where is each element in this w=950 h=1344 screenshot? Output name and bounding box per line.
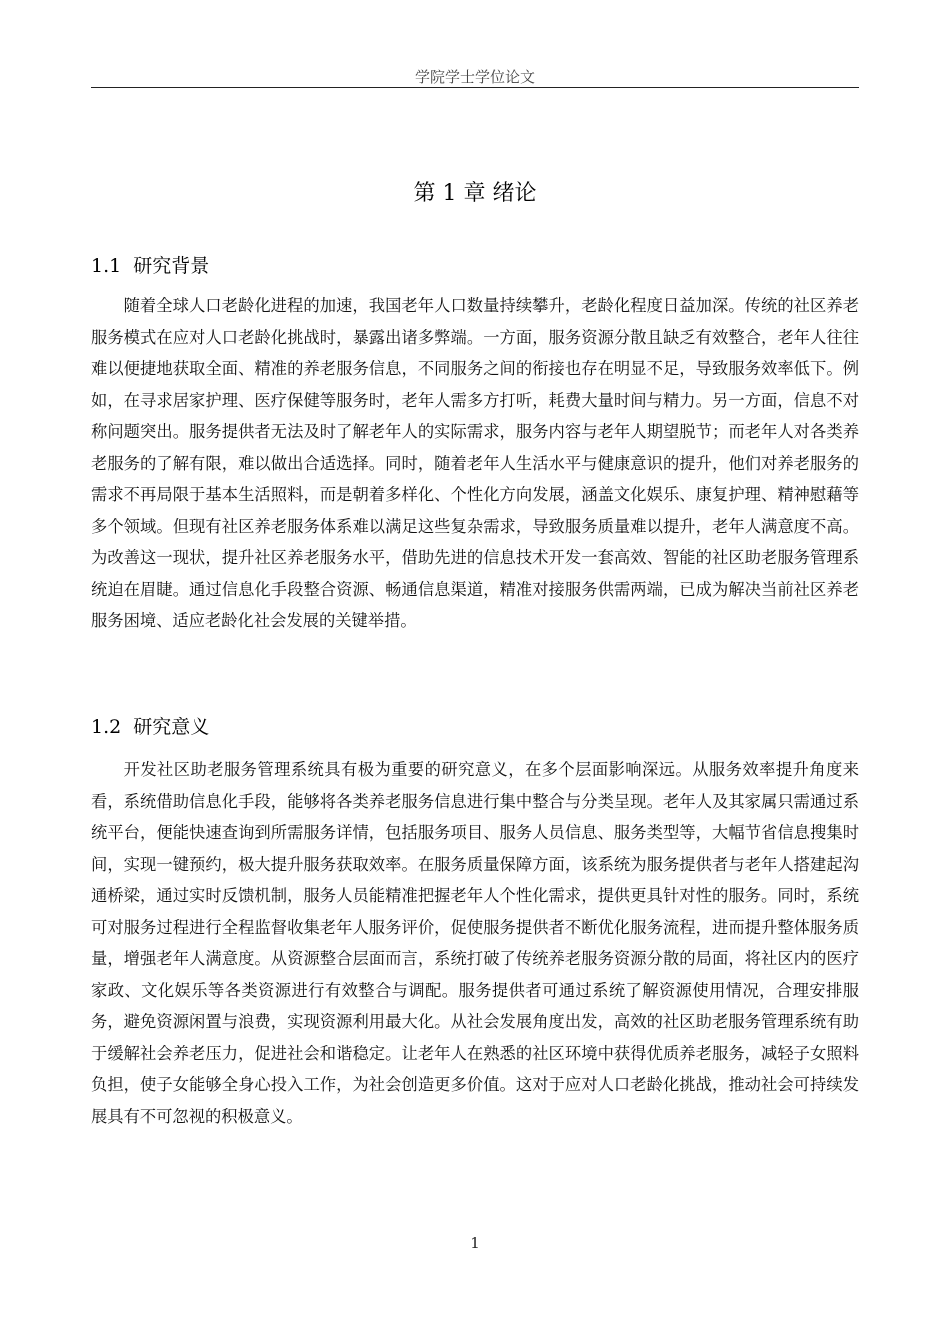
section-number: 1.2 bbox=[91, 716, 122, 738]
section-heading-background bbox=[91, 252, 859, 280]
section-title: 研究背景 bbox=[133, 255, 210, 277]
header-divider bbox=[91, 87, 859, 88]
page-number: 1 bbox=[470, 1234, 480, 1252]
section-title: 研究意义 bbox=[133, 716, 210, 738]
section-number: 1.1 bbox=[91, 255, 122, 277]
running-header: 学院学士学位论文 bbox=[414, 68, 535, 86]
chapter-title: 第 1 章 绪论 bbox=[413, 181, 537, 206]
section-heading-significance bbox=[91, 713, 859, 741]
paragraph-significance: 开发社区助老服务管理系统具有极为重要的研究意义，在多个层面影响深远。从服务效率提升角度来看，系统借助信息化手段，能够将各类养老服务信息进行集中整合与分类呈现。老年人及其家属只需通过系统平台，便能快速查询到所需服务详情，包括服务项目、服务人员信息、服务类型等，大幅节省信息搜集时间，实现一键预约，极大提升服务获取效率。在服务质量保障方面，该系统为服务提供者与老年人搭建起沟通桥梁，通过实时反馈机制，服务人员能精准把握老年人个性化需求，提供更具针对性的服务。同时，系统可对服务过程进行全程监督收集老年人服务评价，促使服务提供者不断优化服务流程，进而提升整体服务质量，增强老年人满意度。从资源整合层面而言，系统打破了传统养老服务资源分散的局面，将社区内的医疗家政、文化娱乐等各类资源进行有效整合与调配。服务提供者可通过系统了解资源使用情况，合理安排服务，避免资源闲置与浪费，实现资源利用最大化。从社会发展角度出发，高效的社区助老服务管理系统有助于缓解社会养老压力，促进社会和谐稳定。让老年人在熟悉的社区环境中获得优质养老服务，减轻子女照料负担，使子女能够全身心投入工作，为社会创造更多价值。这对于应对人口老龄化挑战，推动社会可持续发展具有不可忽视的积极意义。 bbox=[91, 760, 859, 1126]
paragraph-background: 随着全球人口老龄化进程的加速，我国老年人口数量持续攀升，老龄化程度日益加深。传统的社区养老服务模式在应对人口老龄化挑战时，暴露出诸多弊端。一方面，服务资源分散且缺乏有效整合，老年人往往难以便捷地获取全面、精准的养老服务信息，不同服务之间的衔接也存在明显不足，导致服务效率低下。例如，在寻求居家护理、医疗保健等服务时，老年人需多方打听，耗费大量时间与精力。另一方面，信息不对称问题突出。服务提供者无法及时了解老年人的实际需求，服务内容与老年人期望脱节；而老年人对各类养老服务的了解有限，难以做出合适选择。同时，随着老年人生活水平与健康意识的提升，他们对养老服务的需求不再局限于基本生活照料，而是朝着多样化、个性化方向发展，涵盖文化娱乐、康复护理、精神慰藉等多个领域。但现有社区养老服务体系难以满足这些复杂需求，导致服务质量难以提升，老年人满意度不高。为改善这一现状，提升社区养老服务水平，借助先进的信息技术开发一套高效、智能的社区助老服务管理系统迫在眉睫。通过信息化手段整合资源、畅通信息渠道，精准对接服务供需两端，已成为解决当前社区养老服务困境、适应老龄化社会发展的关键举措。 bbox=[91, 296, 859, 630]
